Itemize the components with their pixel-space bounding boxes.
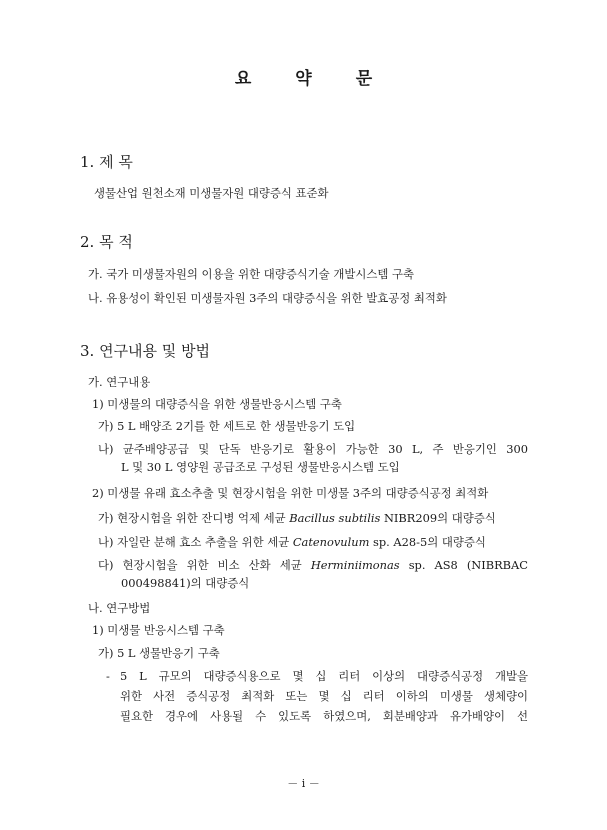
subsection-heading: 가. 연구내용 (88, 375, 151, 389)
list-item (98, 557, 528, 573)
list-item: 1) 미생물의 대량증식을 위한 생물반응시스템 구축 (92, 397, 342, 411)
subsection-heading: 나. 연구방법 (88, 601, 151, 615)
text-segment: sp. AS8 (NIBRBAC (399, 558, 528, 572)
list-item: 나) 균주배양공급 및 단독 반응기로 활용이 가능한 30 L, 주 반응기인 300 (98, 442, 528, 456)
section-3-heading: 3. 연구내용 및 방법 (80, 342, 211, 360)
text-segment: 다) 현장시험을 위한 비소 산화 세균 (98, 558, 311, 572)
text-segment: 나) 자일란 분해 효소 추출을 위한 세균 (98, 535, 293, 549)
title-char: 약 (295, 69, 312, 89)
text-segment: NIBR209의 대량증식 (380, 511, 496, 525)
paragraph-line: 위한 사전 증식공정 최적화 또는 몇 십 리터 이하의 미생물 생체량이 (120, 689, 528, 703)
list-item-continuation: L 및 30 L 영양원 공급조로 구성된 생물반응시스템 도입 (121, 460, 400, 474)
section-1-heading: 1. 제 목 (80, 153, 133, 171)
section-2-item: 나. 유용성이 확인된 미생물자원 3주의 대량증식을 위한 발효공정 최적화 (88, 291, 447, 305)
title-char: 문 (355, 69, 373, 89)
section-1-body: 생물산업 원천소재 미생물자원 대량증식 표준화 (94, 186, 329, 200)
list-item: 1) 미생물 반응시스템 구축 (92, 623, 225, 637)
list-item: 가) 5 L 생물반응기 구축 (98, 646, 220, 660)
species-name: Bacillus subtilis (289, 511, 381, 525)
bullet-dash: - (106, 669, 110, 683)
section-2-item: 가. 국가 미생물자원의 이용을 위한 대량증식기술 개발시스템 구축 (88, 267, 415, 281)
page-title (0, 64, 607, 89)
list-item: 가) 5 L 배양조 2기를 한 세트로 한 생물반응기 도입 (98, 419, 356, 433)
section-2-heading: 2. 목 적 (80, 233, 133, 251)
paragraph-line: 5 L 규모의 대량증식용으로 몇 십 리터 이상의 대량증식공정 개발을 (120, 669, 528, 683)
list-item (98, 534, 486, 550)
page-number: － i － (287, 777, 320, 790)
species-name: Herminiimonas (310, 558, 400, 572)
list-item (98, 510, 496, 526)
list-item-continuation: 000498841)의 대량증식 (121, 576, 250, 590)
text-segment: 가) 현장시험을 위한 잔디병 억제 세균 (98, 511, 290, 525)
text-segment: sp. A28-5의 대량증식 (369, 535, 486, 549)
paragraph-line: 필요한 경우에 사용될 수 있도록 하였으며, 회분배양과 유가배양이 선 (120, 709, 528, 723)
list-item: 2) 미생물 유래 효소추출 및 현장시험을 위한 미생물 3주의 대량증식공정 최적화 (92, 486, 489, 500)
title-char: 요 (234, 69, 252, 89)
species-name: Catenovulum (292, 535, 370, 549)
